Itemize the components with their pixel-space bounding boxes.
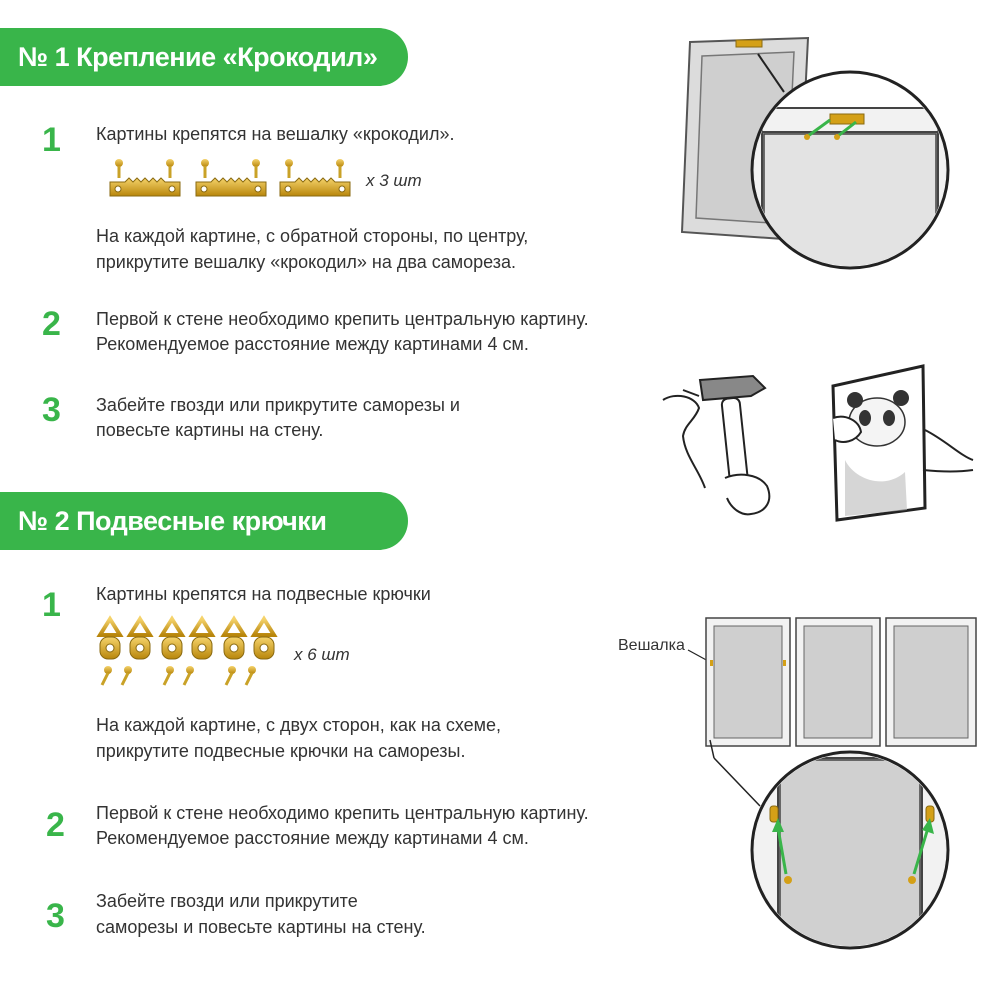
section2-quantity: х 6 шт xyxy=(294,645,350,664)
frame-right xyxy=(886,618,976,746)
crocodile-hanger-icon xyxy=(105,158,355,203)
section1-step3-line-2: повесьте картины на стену. xyxy=(96,420,324,440)
section2-step3-number: 3 xyxy=(46,897,65,935)
section1-title: № 1 Крепление «Крокодил» xyxy=(0,28,408,86)
section2-step1-number: 1 xyxy=(42,586,61,624)
section2-step1-detail-2: прикрутите подвесные крючки на саморезы. xyxy=(96,741,466,761)
hang-picture-illustration xyxy=(655,360,975,525)
crocodile-hanger xyxy=(110,159,180,196)
section1-step3-number: 3 xyxy=(42,391,61,429)
section1-step1-number: 1 xyxy=(42,121,61,159)
section1-step3-line-1: Забейте гвозди или прикрутите саморезы и xyxy=(96,395,460,415)
section2-step3-line-2: саморезы и повесьте картины на стену. xyxy=(96,917,426,937)
section1-step2-line-1: Первой к стене необходимо крепить центральную картину. xyxy=(96,309,589,329)
frame-left xyxy=(706,618,790,746)
section1-step1-text: Картины крепятся на вешалку «крокодил». xyxy=(96,124,455,144)
d-ring-hook xyxy=(100,619,120,659)
section2-step1-text: Картины крепятся на подвесные крючки xyxy=(96,584,431,604)
section2-step2-number: 2 xyxy=(46,806,65,844)
section1-step1-detail-1: На каждой картине, с обратной стороны, по центру, xyxy=(96,226,529,246)
d-ring-hook-icon xyxy=(96,615,286,690)
screw-icon xyxy=(102,666,132,685)
hook-frames-diagram xyxy=(610,610,990,995)
section2-title: № 2 Подвесные крючки xyxy=(0,492,408,550)
section1-quantity: х 3 шт xyxy=(366,171,422,190)
section2-step2-line-2: Рекомендуемое расстояние между картинами 4 см. xyxy=(96,828,529,848)
section1-step2-line-2: Рекомендуемое расстояние между картинами 4 см. xyxy=(96,334,529,354)
section1-step1-detail-2: прикрутите вешалку «крокодил» на два самореза. xyxy=(96,252,517,272)
frame-center xyxy=(796,618,880,746)
crocodile-frame-diagram xyxy=(680,30,980,280)
section2-step1-detail-1: На каждой картине, с двух сторон, как на схеме, xyxy=(96,715,502,735)
section2-step3-line-1: Забейте гвозди или прикрутите xyxy=(96,891,358,911)
diagram-label-veshalka: Вешалка xyxy=(618,637,685,654)
section2-step2-line-1: Первой к стене необходимо крепить центральную картину. xyxy=(96,803,589,823)
section1-step2-number: 2 xyxy=(42,305,61,343)
panda-picture-icon xyxy=(833,366,925,520)
